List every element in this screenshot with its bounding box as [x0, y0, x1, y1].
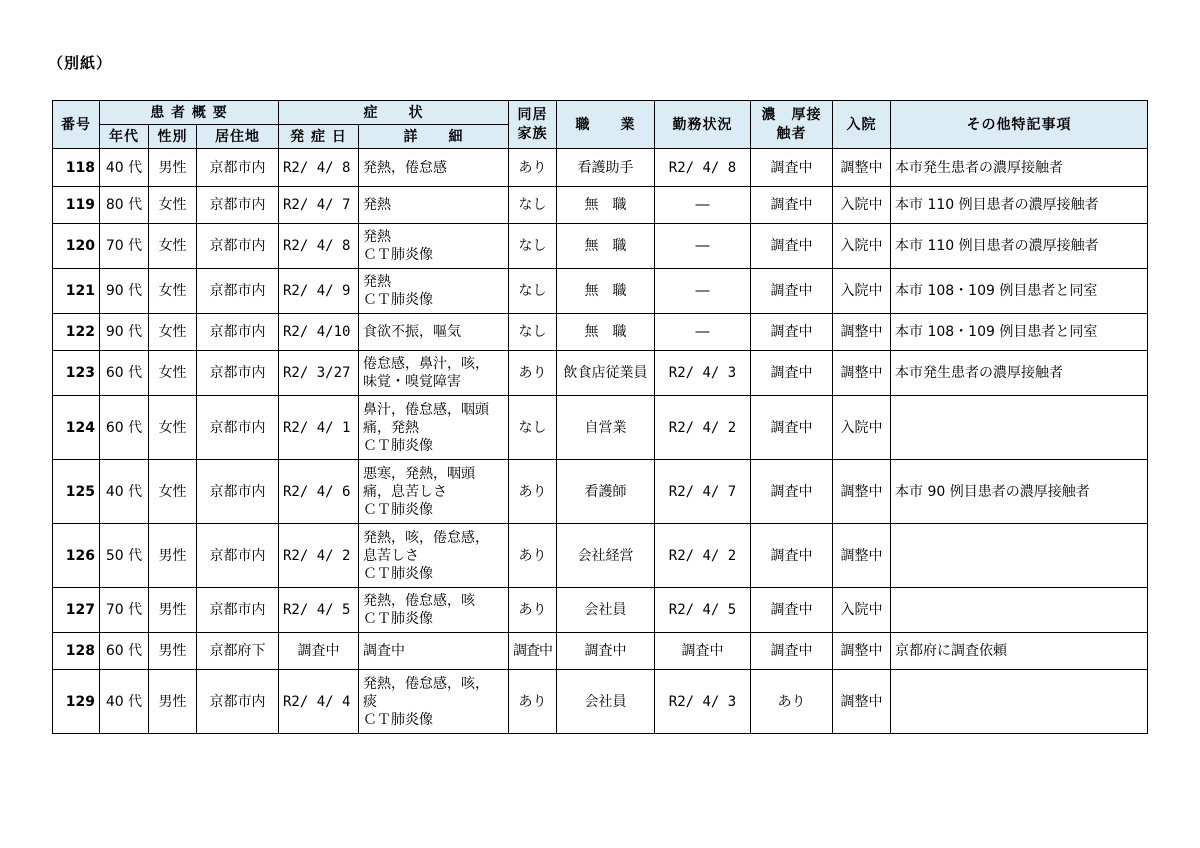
- cohabit-cell: あり: [509, 351, 557, 396]
- table-row: [53, 670, 1148, 734]
- sex-cell: 男性: [149, 633, 197, 670]
- case-number: 125: [53, 460, 100, 524]
- symptom-detail-line: ＣＴ肺炎像: [363, 292, 433, 308]
- work-status-cell: R2/ 4/ 3: [655, 670, 751, 734]
- sex-cell: 女性: [149, 269, 197, 314]
- residence-cell: 京都市内: [197, 588, 279, 633]
- work-status-cell: ―: [655, 269, 751, 314]
- job-cell: 飲食店従業員: [557, 351, 655, 396]
- age-cell: 60 代: [100, 351, 149, 396]
- cohabit-cell: あり: [509, 149, 557, 187]
- work-status-cell: R2/ 4/ 8: [655, 149, 751, 187]
- age-cell: 60 代: [100, 633, 149, 670]
- patient-case-table: [52, 100, 1148, 734]
- age-cell: 90 代: [100, 314, 149, 351]
- table-row: [53, 460, 1148, 524]
- symptom-detail-line: 食欲不振，嘔気: [363, 324, 461, 340]
- onset-cell: R2/ 4/ 1: [279, 396, 359, 460]
- remarks-cell: 本市 108・109 例目患者と同室: [891, 269, 1148, 314]
- residence-cell: 京都市内: [197, 224, 279, 269]
- contacts-cell: 調査中: [751, 269, 833, 314]
- symptom-detail-line: ＣＴ肺炎像: [363, 565, 433, 582]
- remarks-cell: 本市発生患者の濃厚接触者: [891, 351, 1148, 396]
- cohabit-cell: なし: [509, 314, 557, 351]
- header-contacts: 濃 厚接触者: [751, 101, 833, 149]
- header-work-status: 勤務状況: [655, 101, 751, 149]
- table-row: [53, 351, 1148, 396]
- residence-cell: 京都市内: [197, 524, 279, 588]
- symptom-detail-line: 鼻汁，倦怠感，咽頭: [363, 401, 489, 418]
- cohabit-cell: あり: [509, 460, 557, 524]
- symptom-detail-line: 倦怠感，鼻汁，咳，: [363, 356, 489, 372]
- symptom-detail-line: 発熱: [363, 197, 391, 213]
- age-cell: 40 代: [100, 149, 149, 187]
- symptom-detail-cell: [359, 351, 509, 396]
- symptom-detail-line: 息苦しさ: [363, 547, 419, 564]
- onset-cell: R2/ 3/27: [279, 351, 359, 396]
- job-cell: 調査中: [557, 633, 655, 670]
- hospital-cell: 調整中: [833, 460, 891, 524]
- symptom-detail-line: ＣＴ肺炎像: [363, 501, 433, 518]
- symptom-detail-cell: [359, 269, 509, 314]
- header-remarks: その他特記事項: [891, 101, 1148, 149]
- symptom-detail-cell: [359, 396, 509, 460]
- header-number: 番号: [53, 101, 100, 149]
- symptom-detail-cell: [359, 224, 509, 269]
- contacts-cell: 調査中: [751, 588, 833, 633]
- case-number: 127: [53, 588, 100, 633]
- table-row: [53, 224, 1148, 269]
- age-cell: 60 代: [100, 396, 149, 460]
- sex-cell: 男性: [149, 670, 197, 734]
- header-residence: 居住地: [197, 125, 279, 149]
- symptom-detail-cell: [359, 633, 509, 670]
- job-cell: 看護師: [557, 460, 655, 524]
- onset-cell: R2/ 4/ 2: [279, 524, 359, 588]
- sex-cell: 女性: [149, 187, 197, 224]
- table-row: [53, 588, 1148, 633]
- onset-cell: R2/ 4/ 5: [279, 588, 359, 633]
- header-symptoms: 症 状: [279, 101, 509, 125]
- age-cell: 80 代: [100, 187, 149, 224]
- work-status-cell: R2/ 4/ 5: [655, 588, 751, 633]
- symptom-detail-line: 悪寒，発熱，咽頭: [363, 465, 475, 482]
- symptom-detail-line: 発熱，咳，倦怠感，: [363, 529, 489, 546]
- residence-cell: 京都市内: [197, 269, 279, 314]
- case-number: 129: [53, 670, 100, 734]
- hospital-cell: 入院中: [833, 187, 891, 224]
- cohabit-cell: 調査中: [509, 633, 557, 670]
- symptom-detail-line: 痛，息苦しさ: [363, 483, 447, 500]
- age-cell: 70 代: [100, 588, 149, 633]
- hospital-cell: 調整中: [833, 149, 891, 187]
- header-hospital: 入院: [833, 101, 891, 149]
- cohabit-cell: なし: [509, 396, 557, 460]
- symptom-detail-line: 発熱，倦怠感，咳，: [363, 675, 489, 692]
- table-row: [53, 187, 1148, 224]
- onset-cell: 調査中: [279, 633, 359, 670]
- residence-cell: 京都市内: [197, 460, 279, 524]
- sex-cell: 女性: [149, 224, 197, 269]
- work-status-cell: ―: [655, 187, 751, 224]
- cohabit-cell: なし: [509, 224, 557, 269]
- residence-cell: 京都市内: [197, 670, 279, 734]
- hospital-cell: 入院中: [833, 224, 891, 269]
- work-status-cell: R2/ 4/ 2: [655, 524, 751, 588]
- contacts-cell: 調査中: [751, 187, 833, 224]
- header-job: 職 業: [557, 101, 655, 149]
- onset-cell: R2/ 4/ 9: [279, 269, 359, 314]
- symptom-detail-cell: [359, 314, 509, 351]
- table-row: [53, 149, 1148, 187]
- symptom-detail-cell: [359, 670, 509, 734]
- cohabit-cell: なし: [509, 269, 557, 314]
- work-status-cell: ―: [655, 314, 751, 351]
- header-age: 年代: [100, 125, 149, 149]
- remarks-cell: 本市 110 例目患者の濃厚接触者: [891, 224, 1148, 269]
- onset-cell: R2/ 4/10: [279, 314, 359, 351]
- case-number: 122: [53, 314, 100, 351]
- symptom-detail-line: ＣＴ肺炎像: [363, 611, 433, 627]
- symptom-detail-cell: [359, 588, 509, 633]
- header-cohabit: 同居家族: [509, 101, 557, 149]
- onset-cell: R2/ 4/ 4: [279, 670, 359, 734]
- case-number: 123: [53, 351, 100, 396]
- symptom-detail-cell: [359, 149, 509, 187]
- remarks-cell: 本市 110 例目患者の濃厚接触者: [891, 187, 1148, 224]
- onset-cell: R2/ 4/ 7: [279, 187, 359, 224]
- job-cell: 無 職: [557, 187, 655, 224]
- work-status-cell: ―: [655, 224, 751, 269]
- contacts-cell: あり: [751, 670, 833, 734]
- remarks-cell: [891, 396, 1148, 460]
- table-row: [53, 633, 1148, 670]
- table-header: [53, 101, 1148, 149]
- header-sex: 性別: [149, 125, 197, 149]
- contacts-cell: 調査中: [751, 149, 833, 187]
- job-cell: 無 職: [557, 314, 655, 351]
- remarks-cell: 本市 90 例目患者の濃厚接触者: [891, 460, 1148, 524]
- symptom-detail-line: 発熱，倦怠感，咳: [363, 593, 475, 609]
- work-status-cell: R2/ 4/ 3: [655, 351, 751, 396]
- cohabit-cell: あり: [509, 588, 557, 633]
- case-number: 126: [53, 524, 100, 588]
- job-cell: 会社経営: [557, 524, 655, 588]
- symptom-detail-line: 発熱: [363, 274, 391, 290]
- case-number: 124: [53, 396, 100, 460]
- symptom-detail-line: ＣＴ肺炎像: [363, 247, 433, 263]
- job-cell: 会社員: [557, 670, 655, 734]
- age-cell: 40 代: [100, 460, 149, 524]
- work-status-cell: R2/ 4/ 7: [655, 460, 751, 524]
- attachment-label: （別紙）: [48, 54, 113, 72]
- case-number: 119: [53, 187, 100, 224]
- job-cell: 看護助手: [557, 149, 655, 187]
- age-cell: 70 代: [100, 224, 149, 269]
- symptom-detail-cell: [359, 524, 509, 588]
- sex-cell: 女性: [149, 460, 197, 524]
- sex-cell: 女性: [149, 351, 197, 396]
- hospital-cell: 調整中: [833, 314, 891, 351]
- case-number: 128: [53, 633, 100, 670]
- case-number: 121: [53, 269, 100, 314]
- age-cell: 50 代: [100, 524, 149, 588]
- residence-cell: 京都市内: [197, 187, 279, 224]
- contacts-cell: 調査中: [751, 633, 833, 670]
- hospital-cell: 調整中: [833, 633, 891, 670]
- symptom-detail-line: 味覚・嗅覚障害: [363, 374, 461, 390]
- residence-cell: 京都府下: [197, 633, 279, 670]
- table-row: [53, 314, 1148, 351]
- job-cell: 無 職: [557, 224, 655, 269]
- symptom-detail-line: 痛，発熱: [363, 419, 419, 436]
- table-row: [53, 524, 1148, 588]
- symptom-detail-line: 発熱，倦怠感: [363, 159, 447, 176]
- contacts-cell: 調査中: [751, 524, 833, 588]
- contacts-cell: 調査中: [751, 224, 833, 269]
- residence-cell: 京都市内: [197, 314, 279, 351]
- table-body: [53, 149, 1148, 734]
- contacts-cell: 調査中: [751, 351, 833, 396]
- case-number: 118: [53, 149, 100, 187]
- header-detail: 詳 細: [359, 125, 509, 149]
- hospital-cell: 入院中: [833, 396, 891, 460]
- contacts-cell: 調査中: [751, 314, 833, 351]
- job-cell: 自営業: [557, 396, 655, 460]
- onset-cell: R2/ 4/ 8: [279, 224, 359, 269]
- onset-cell: R2/ 4/ 6: [279, 460, 359, 524]
- symptom-detail-line: 調査中: [363, 643, 405, 659]
- table-row: [53, 269, 1148, 314]
- symptom-detail-line: ＣＴ肺炎像: [363, 437, 433, 454]
- hospital-cell: 調整中: [833, 524, 891, 588]
- cohabit-cell: あり: [509, 670, 557, 734]
- work-status-cell: R2/ 4/ 2: [655, 396, 751, 460]
- residence-cell: 京都市内: [197, 351, 279, 396]
- symptom-detail-line: 発熱: [363, 229, 391, 245]
- contacts-cell: 調査中: [751, 460, 833, 524]
- remarks-cell: [891, 670, 1148, 734]
- cohabit-cell: あり: [509, 524, 557, 588]
- case-number: 120: [53, 224, 100, 269]
- header-onset: 発 症 日: [279, 125, 359, 149]
- symptom-detail-line: 痰: [363, 693, 377, 710]
- remarks-cell: 本市 108・109 例目患者と同室: [891, 314, 1148, 351]
- job-cell: 無 職: [557, 269, 655, 314]
- work-status-cell: 調査中: [655, 633, 751, 670]
- cohabit-cell: なし: [509, 187, 557, 224]
- hospital-cell: 調整中: [833, 351, 891, 396]
- contacts-cell: 調査中: [751, 396, 833, 460]
- age-cell: 40 代: [100, 670, 149, 734]
- header-overview: 患 者 概 要: [100, 101, 279, 125]
- remarks-cell: 京都府に調査依頼: [891, 633, 1148, 670]
- symptom-detail-cell: [359, 187, 509, 224]
- onset-cell: R2/ 4/ 8: [279, 149, 359, 187]
- sex-cell: 女性: [149, 396, 197, 460]
- remarks-cell: 本市発生患者の濃厚接触者: [891, 149, 1148, 187]
- hospital-cell: 入院中: [833, 269, 891, 314]
- hospital-cell: 入院中: [833, 588, 891, 633]
- symptom-detail-cell: [359, 460, 509, 524]
- age-cell: 90 代: [100, 269, 149, 314]
- job-cell: 会社員: [557, 588, 655, 633]
- table-row: [53, 396, 1148, 460]
- residence-cell: 京都市内: [197, 396, 279, 460]
- sex-cell: 男性: [149, 588, 197, 633]
- sex-cell: 男性: [149, 524, 197, 588]
- symptom-detail-line: ＣＴ肺炎像: [363, 711, 433, 728]
- remarks-cell: [891, 524, 1148, 588]
- sex-cell: 男性: [149, 149, 197, 187]
- hospital-cell: 調整中: [833, 670, 891, 734]
- remarks-cell: [891, 588, 1148, 633]
- residence-cell: 京都市内: [197, 149, 279, 187]
- sex-cell: 女性: [149, 314, 197, 351]
